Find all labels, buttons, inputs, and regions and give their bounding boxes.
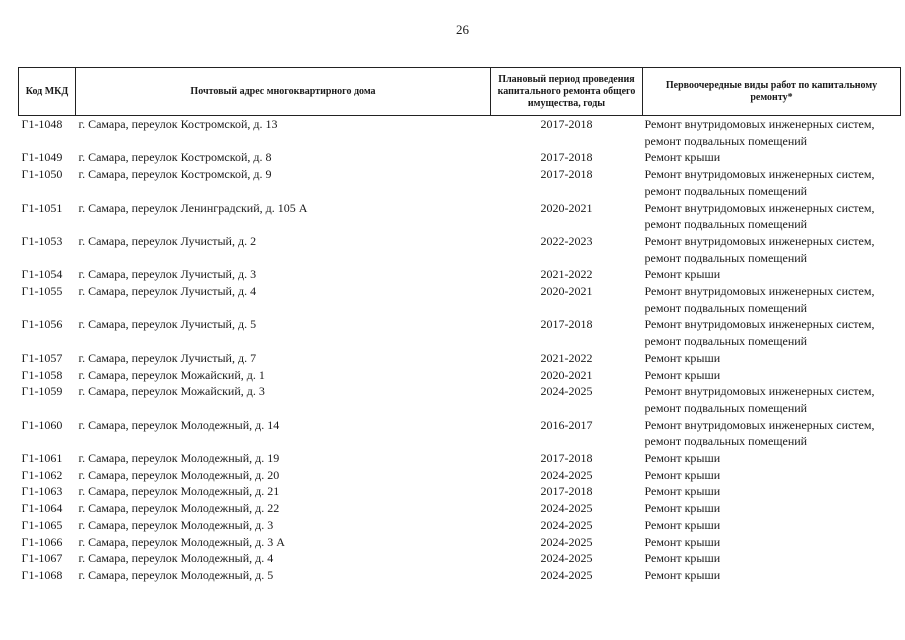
period-cell: 2020-2021	[540, 284, 593, 299]
work-type-line: Ремонт крыши	[644, 517, 721, 532]
work-type-line: ремонт подвальных помещений	[644, 133, 808, 148]
mkd-code-cell: Г1-1049	[21, 150, 63, 165]
address-cell: г. Самара, переулок Молодежный, д. 22	[78, 501, 280, 516]
capital-repair-table	[18, 67, 901, 584]
work-type-line: Ремонт внутридомовых инженерных систем,	[644, 167, 875, 182]
mkd-code-cell: Г1-1063	[21, 484, 63, 499]
mkd-code-cell: Г1-1060	[21, 417, 63, 432]
works-cell	[643, 233, 901, 266]
period-cell: 2020-2021	[540, 367, 593, 382]
work-type-line: ремонт подвальных помещений	[644, 334, 808, 349]
work-type-line: ремонт подвальных помещений	[644, 183, 808, 198]
mkd-code-cell: Г1-1053	[21, 233, 63, 248]
mkd-code-cell: Г1-1064	[21, 501, 63, 516]
address-cell: г. Самара, переулок Костромской, д. 8	[78, 150, 272, 165]
table-row	[19, 517, 901, 534]
header-period: Плановый период проведения капитального ремонта общего имущества, годы	[491, 68, 643, 116]
period-cell: 2024-2025	[540, 567, 593, 582]
period-cell: 2024-2025	[540, 501, 593, 516]
work-type-line: ремонт подвальных помещений	[644, 434, 808, 449]
table-body	[19, 116, 901, 584]
work-type-line: Ремонт внутридомовых инженерных систем,	[644, 417, 875, 432]
table-header-row	[19, 68, 901, 116]
works-cell	[643, 166, 901, 199]
works-cell	[643, 383, 901, 416]
period-cell: 2020-2021	[540, 200, 593, 215]
works-cell	[643, 200, 901, 233]
mkd-code-cell: Г1-1056	[21, 317, 63, 332]
address-cell: г. Самара, переулок Костромской, д. 13	[78, 117, 278, 131]
period-cell: 2024-2025	[540, 467, 593, 482]
table-row	[19, 283, 901, 316]
work-type-line: ремонт подвальных помещений	[644, 300, 808, 315]
header-works: Первоочередные виды работ по капитальному ремонту*	[643, 68, 901, 116]
mkd-code-cell: Г1-1048	[21, 117, 63, 131]
work-type-line: Ремонт крыши	[644, 534, 721, 549]
work-type-line: ремонт подвальных помещений	[644, 400, 808, 415]
period-cell: 2016-2017	[540, 417, 593, 432]
period-cell: 2017-2018	[540, 484, 593, 499]
works-cell	[643, 149, 901, 166]
work-type-line: Ремонт внутридомовых инженерных систем,	[644, 117, 875, 131]
mkd-code-cell: Г1-1054	[21, 267, 63, 282]
works-cell	[643, 316, 901, 349]
address-cell: г. Самара, переулок Ленинградский, д. 105 А	[78, 200, 308, 215]
address-cell: г. Самара, переулок Лучистый, д. 4	[78, 284, 257, 299]
work-type-line: Ремонт внутридомовых инженерных систем,	[644, 317, 875, 332]
period-cell: 2022-2023	[540, 233, 593, 248]
table-row	[19, 550, 901, 567]
mkd-code-cell: Г1-1055	[21, 284, 63, 299]
work-type-line: Ремонт внутридомовых инженерных систем,	[644, 384, 875, 399]
works-cell	[643, 534, 901, 551]
work-type-line: Ремонт крыши	[644, 451, 721, 466]
mkd-code-cell: Г1-1059	[21, 384, 63, 399]
mkd-code-cell: Г1-1066	[21, 534, 63, 549]
address-cell: г. Самара, переулок Молодежный, д. 4	[78, 551, 274, 566]
address-cell: г. Самара, переулок Молодежный, д. 5	[78, 567, 274, 582]
table-row	[19, 534, 901, 551]
work-type-line: ремонт подвальных помещений	[644, 217, 808, 232]
mkd-code-cell: Г1-1062	[21, 467, 63, 482]
mkd-code-cell: Г1-1061	[21, 451, 63, 466]
works-cell	[643, 367, 901, 384]
table-row	[19, 116, 901, 150]
period-cell: 2024-2025	[540, 384, 593, 399]
address-cell: г. Самара, переулок Можайский, д. 1	[78, 367, 265, 382]
mkd-code-cell: Г1-1068	[21, 567, 63, 582]
period-cell: 2017-2018	[540, 167, 593, 182]
work-type-line: Ремонт внутридомовых инженерных систем,	[644, 233, 875, 248]
header-code: Код МКД	[19, 68, 76, 116]
table-row	[19, 266, 901, 283]
mkd-code-cell: Г1-1057	[21, 350, 63, 365]
address-cell: г. Самара, переулок Лучистый, д. 2	[78, 233, 257, 248]
mkd-code-cell: Г1-1058	[21, 367, 63, 382]
mkd-code-cell: Г1-1065	[21, 517, 63, 532]
page-number: 26	[456, 22, 469, 37]
work-type-line: Ремонт крыши	[644, 467, 721, 482]
mkd-code-cell: Г1-1051	[21, 200, 63, 215]
period-cell: 2024-2025	[540, 551, 593, 566]
table-row	[19, 417, 901, 450]
table-row	[19, 233, 901, 266]
table-row	[19, 567, 901, 584]
period-cell: 2017-2018	[540, 117, 593, 131]
period-cell: 2017-2018	[540, 317, 593, 332]
period-cell: 2021-2022	[540, 350, 593, 365]
works-cell	[643, 467, 901, 484]
table-row	[19, 450, 901, 467]
works-cell	[643, 266, 901, 283]
works-cell	[643, 550, 901, 567]
address-cell: г. Самара, переулок Лучистый, д. 5	[78, 317, 257, 332]
mkd-code-cell: Г1-1067	[21, 551, 63, 566]
work-type-line: Ремонт крыши	[644, 551, 721, 566]
work-type-line: Ремонт внутридомовых инженерных систем,	[644, 284, 875, 299]
works-cell	[643, 483, 901, 500]
address-cell: г. Самара, переулок Лучистый, д. 3	[78, 267, 257, 282]
address-cell: г. Самара, переулок Молодежный, д. 3 А	[78, 534, 285, 549]
works-cell	[643, 283, 901, 316]
table-row	[19, 383, 901, 416]
address-cell: г. Самара, переулок Молодежный, д. 21	[78, 484, 280, 499]
works-cell	[643, 350, 901, 367]
work-type-line: Ремонт крыши	[644, 150, 721, 165]
table-row	[19, 350, 901, 367]
address-cell: г. Самара, переулок Молодежный, д. 20	[78, 467, 280, 482]
works-cell	[643, 500, 901, 517]
works-cell	[643, 567, 901, 584]
work-type-line: Ремонт внутридомовых инженерных систем,	[644, 200, 875, 215]
period-cell: 2017-2018	[540, 451, 593, 466]
table-row	[19, 467, 901, 484]
work-type-line: Ремонт крыши	[644, 484, 721, 499]
table-row	[19, 166, 901, 199]
table-row	[19, 149, 901, 166]
address-cell: г. Самара, переулок Молодежный, д. 3	[78, 517, 274, 532]
work-type-line: Ремонт крыши	[644, 501, 721, 516]
table-row	[19, 500, 901, 517]
works-cell	[643, 450, 901, 467]
address-cell: г. Самара, переулок Можайский, д. 3	[78, 384, 265, 399]
works-cell	[643, 116, 901, 150]
works-cell	[643, 417, 901, 450]
table-row	[19, 483, 901, 500]
works-cell	[643, 517, 901, 534]
address-cell: г. Самара, переулок Лучистый, д. 7	[78, 350, 257, 365]
work-type-line: ремонт подвальных помещений	[644, 250, 808, 265]
work-type-line: Ремонт крыши	[644, 367, 721, 382]
period-cell: 2024-2025	[540, 517, 593, 532]
work-type-line: Ремонт крыши	[644, 567, 721, 582]
address-cell: г. Самара, переулок Молодежный, д. 19	[78, 451, 280, 466]
table-row	[19, 316, 901, 349]
address-cell: г. Самара, переулок Молодежный, д. 14	[78, 417, 280, 432]
address-cell: г. Самара, переулок Костромской, д. 9	[78, 167, 272, 182]
table-row	[19, 200, 901, 233]
header-address: Почтовый адрес многоквартирного дома	[76, 68, 491, 116]
work-type-line: Ремонт крыши	[644, 267, 721, 282]
period-cell: 2024-2025	[540, 534, 593, 549]
table-row	[19, 367, 901, 384]
period-cell: 2021-2022	[540, 267, 593, 282]
work-type-line: Ремонт крыши	[644, 350, 721, 365]
period-cell: 2017-2018	[540, 150, 593, 165]
mkd-code-cell: Г1-1050	[21, 167, 63, 182]
